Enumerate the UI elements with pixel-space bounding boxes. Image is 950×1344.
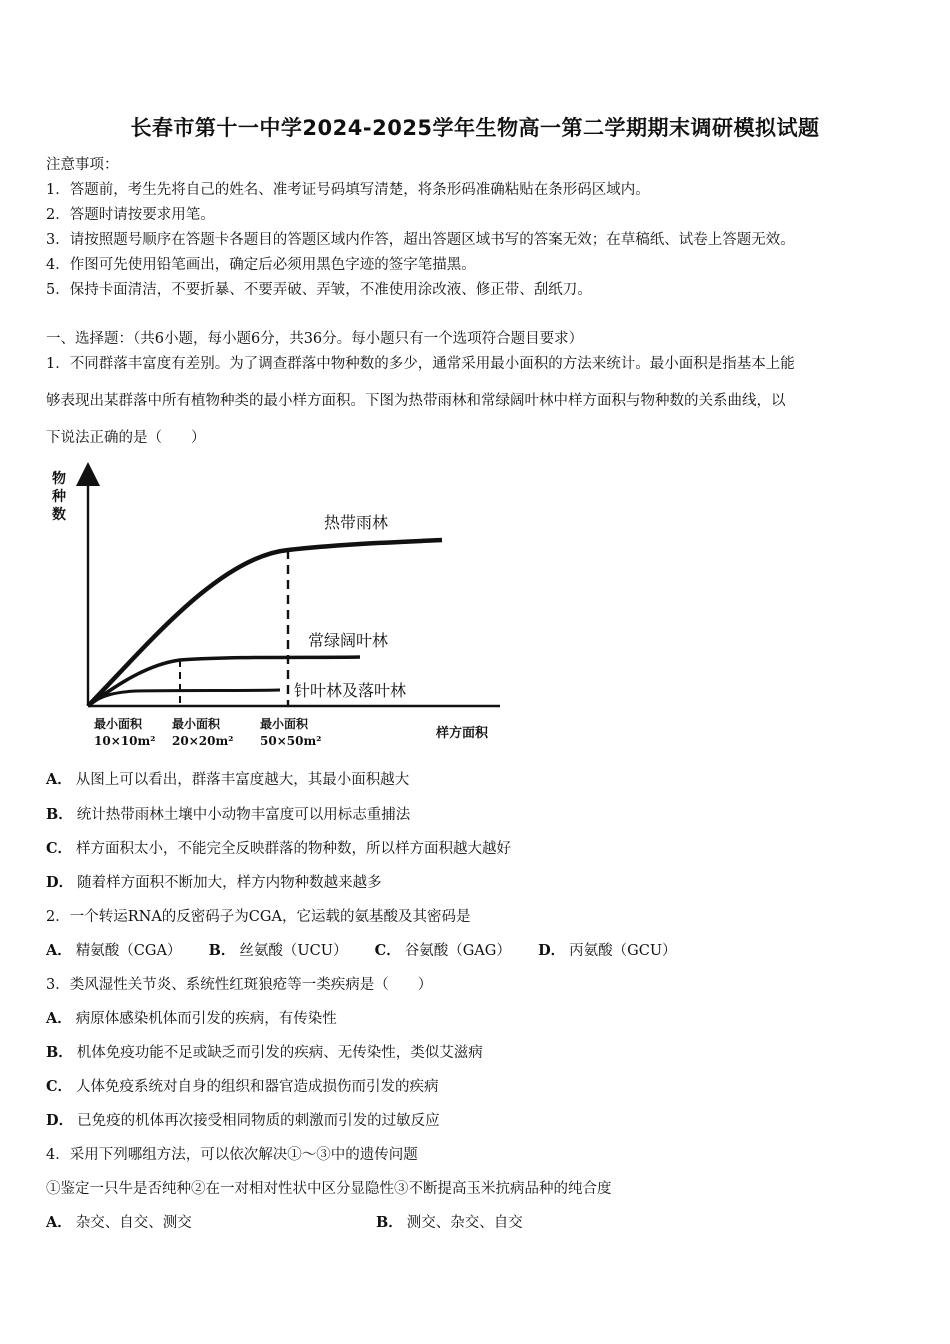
- option-text: 精氨酸（CGA）: [75, 943, 182, 959]
- q2-stem: 2．一个转运RNA的反密码子为CGA，它运载的氨基酸及其密码是: [46, 909, 471, 925]
- option-letter: C．: [374, 942, 401, 959]
- x-marker-2-line-1: 最小面积: [172, 717, 221, 731]
- q3-option-d: [46, 1109, 440, 1130]
- page-title: 长春市第十一中学2024-2025学年生物高一第二学期期末调研模拟试题: [130, 116, 820, 140]
- option-letter: A．: [46, 942, 72, 959]
- option-letter: B．: [46, 1044, 73, 1061]
- option-letter: A．: [46, 771, 72, 788]
- q1-option-c: [46, 837, 511, 858]
- option-letter: A．: [46, 1010, 72, 1027]
- q1-stem-line-1: 1．不同群落丰富度有差别。为了调查群落中物种数的多少，通常采用最小面积的方法来统计。最小面积是指基本上能: [46, 356, 795, 372]
- x-marker-3-line-2: 50×50m²: [260, 734, 322, 748]
- option-text: 测交、杂交、自交: [406, 1215, 523, 1231]
- option-text: 统计热带雨林土壤中小动物丰富度可以用标志重捕法: [76, 807, 411, 823]
- option-letter: A．: [46, 1214, 72, 1231]
- y-label-char-3: 数: [52, 507, 66, 523]
- q2-options: [46, 939, 677, 960]
- option-text: 丝氨酸（UCU）: [239, 943, 348, 959]
- option-text: 从图上可以看出，群落丰富度越大，其最小面积越大: [75, 772, 410, 788]
- notice-item-4: 4．作图可先使用铅笔画出，确定后必须用黑色字迹的签字笔描黑。: [46, 257, 476, 273]
- series-label-coniferous: 针叶林及落叶林: [294, 681, 407, 700]
- curve-coniferous-deciduous: [88, 690, 280, 706]
- x-marker-1-line-1: 最小面积: [94, 717, 143, 731]
- q1-stem-line-2: 够表现出某群落中所有植物种类的最小样方面积。下图为热带雨林和常绿阔叶林中样方面积与物种数的关系曲线，以: [46, 393, 786, 409]
- option-letter: C．: [46, 1078, 73, 1095]
- q3-stem: 3．类风湿性关节炎、系统性红斑狼疮等一类疾病是（ ）: [46, 977, 433, 993]
- q4-stem: 4．采用下列哪组方法，可以依次解决①～③中的遗传问题: [46, 1147, 418, 1163]
- species-area-chart: [40, 462, 520, 752]
- x-marker-1-line-2: 10×10m²: [94, 734, 156, 748]
- q4-option-b: [376, 1211, 523, 1232]
- option-text: 杂交、自交、测交: [75, 1215, 192, 1231]
- q1-option-b: [46, 803, 410, 824]
- q1-stem-line-3: 下说法正确的是（ ）: [46, 430, 206, 446]
- option-letter: B．: [46, 806, 73, 823]
- option-letter: D．: [538, 942, 566, 959]
- section-heading: 一、选择题：（共6小题，每小题6分，共36分。每小题只有一个选项符合题目要求）: [46, 331, 584, 347]
- q3-option-c: [46, 1075, 439, 1096]
- q3-option-b: [46, 1041, 483, 1062]
- option-text: 机体免疫功能不足或缺乏而引发的疾病、无传染性，类似艾滋病: [76, 1045, 483, 1061]
- q1-option-a: [46, 768, 409, 789]
- notice-heading: 注意事项：: [46, 157, 119, 173]
- notice-item-2: 2．答题时请按要求用笔。: [46, 207, 215, 223]
- series-label-evergreen: 常绿阔叶林: [308, 631, 389, 650]
- series-label-tropical: 热带雨林: [324, 513, 389, 532]
- x-marker-3-line-1: 最小面积: [260, 717, 309, 731]
- option-text: 谷氨酸（GAG）: [404, 943, 511, 959]
- option-text: 样方面积太小，不能完全反映群落的物种数，所以样方面积越大越好: [76, 841, 512, 857]
- option-text: 人体免疫系统对自身的组织和器官造成损伤而引发的疾病: [76, 1079, 439, 1095]
- q4-sub: ①鉴定一只牛是否纯种②在一对相对性状中区分显隐性③不断提高玉米抗病品种的纯合度: [46, 1181, 612, 1197]
- notice-item-3: 3．请按照题号顺序在答题卡各题目的答题区域内作答，超出答题区域书写的答案无效；在草稿纸、试卷上答题无效。: [46, 232, 795, 248]
- y-label-char-2: 种: [52, 489, 66, 505]
- option-text: 丙氨酸（GCU）: [569, 943, 677, 959]
- option-text: 病原体感染机体而引发的疾病，有传染性: [75, 1011, 337, 1027]
- option-letter: B．: [376, 1214, 403, 1231]
- option-letter: D．: [46, 1112, 74, 1129]
- q1-option-d: [46, 871, 382, 892]
- q4-option-a: [46, 1211, 192, 1232]
- notice-item-5: 5．保持卡面清洁，不要折暴、不要弄破、弄皱，不准使用涂改液、修正带、刮纸刀。: [46, 282, 592, 298]
- x-axis-label: 样方面积: [436, 726, 489, 741]
- y-label-char-1: 物: [52, 471, 66, 487]
- option-letter: B．: [208, 942, 236, 959]
- option-text: 随着样方面积不断加大，样方内物种数越来越多: [77, 875, 382, 891]
- x-marker-2-line-2: 20×20m²: [172, 734, 234, 748]
- option-letter: C．: [46, 840, 73, 857]
- option-text: 已免疫的机体再次接受相同物质的刺激而引发的过敏反应: [77, 1113, 440, 1129]
- notice-item-1: 1．答题前，考生先将自己的姓名、准考证号码填写清楚，将条形码准确粘贴在条形码区域内。: [46, 182, 650, 198]
- q3-option-a: [46, 1007, 337, 1028]
- option-letter: D．: [46, 874, 74, 891]
